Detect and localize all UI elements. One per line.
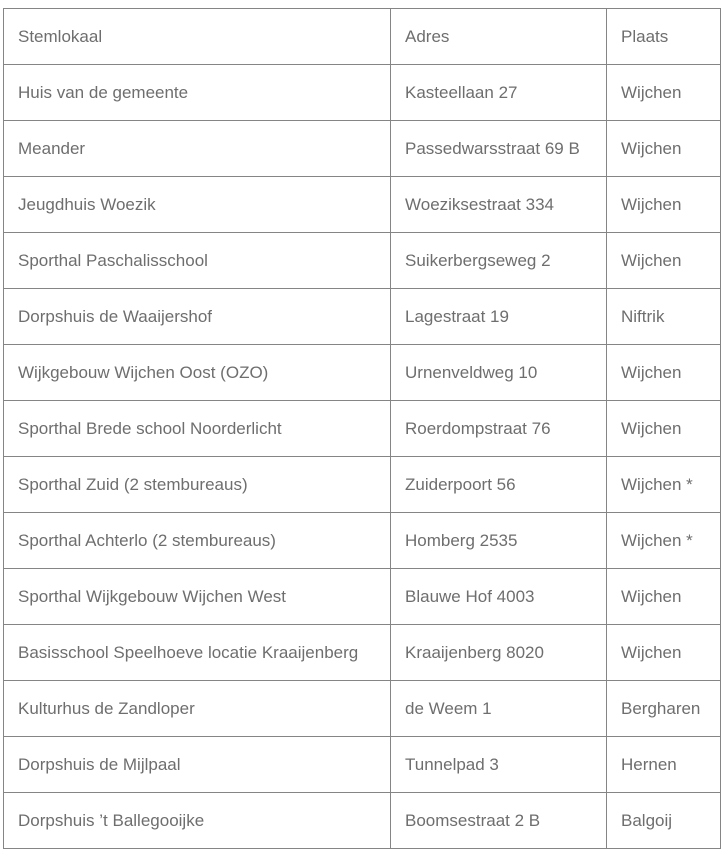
cell-adres: Lagestraat 19 bbox=[391, 289, 607, 345]
cell-stemlokaal: Basisschool Speelhoeve locatie Kraaijenberg bbox=[4, 625, 391, 681]
table-row bbox=[4, 65, 721, 121]
cell-plaats: Niftrik bbox=[607, 289, 721, 345]
table-row bbox=[4, 569, 721, 625]
polling-stations-table-container bbox=[3, 8, 721, 849]
cell-stemlokaal: Dorpshuis de Waaijershof bbox=[4, 289, 391, 345]
cell-adres: Blauwe Hof 4003 bbox=[391, 569, 607, 625]
cell-plaats: Wijchen bbox=[607, 121, 721, 177]
table-row bbox=[4, 121, 721, 177]
cell-stemlokaal: Kulturhus de Zandloper bbox=[4, 681, 391, 737]
cell-plaats: Wijchen bbox=[607, 625, 721, 681]
cell-adres: Urnenveldweg 10 bbox=[391, 345, 607, 401]
column-header-plaats: Plaats bbox=[607, 9, 721, 65]
cell-plaats: Wijchen * bbox=[607, 457, 721, 513]
cell-plaats: Hernen bbox=[607, 737, 721, 793]
cell-plaats: Wijchen bbox=[607, 401, 721, 457]
table-row bbox=[4, 681, 721, 737]
cell-stemlokaal: Sporthal Paschalisschool bbox=[4, 233, 391, 289]
column-header-adres: Adres bbox=[391, 9, 607, 65]
cell-adres: Kraaijenberg 8020 bbox=[391, 625, 607, 681]
cell-stemlokaal: Sporthal Brede school Noorderlicht bbox=[4, 401, 391, 457]
cell-adres: Passedwarsstraat 69 B bbox=[391, 121, 607, 177]
cell-stemlokaal: Meander bbox=[4, 121, 391, 177]
cell-adres: Suikerbergseweg 2 bbox=[391, 233, 607, 289]
cell-adres: de Weem 1 bbox=[391, 681, 607, 737]
table-row bbox=[4, 513, 721, 569]
cell-stemlokaal: Jeugdhuis Woezik bbox=[4, 177, 391, 233]
table-row bbox=[4, 457, 721, 513]
cell-plaats: Balgoij bbox=[607, 793, 721, 849]
table-row bbox=[4, 737, 721, 793]
cell-adres: Roerdompstraat 76 bbox=[391, 401, 607, 457]
cell-adres: Homberg 2535 bbox=[391, 513, 607, 569]
polling-stations-table bbox=[3, 8, 721, 849]
table-row bbox=[4, 233, 721, 289]
cell-stemlokaal: Sporthal Achterlo (2 stembureaus) bbox=[4, 513, 391, 569]
cell-adres: Tunnelpad 3 bbox=[391, 737, 607, 793]
cell-stemlokaal: Wijkgebouw Wijchen Oost (OZO) bbox=[4, 345, 391, 401]
table-row bbox=[4, 289, 721, 345]
cell-plaats: Wijchen * bbox=[607, 513, 721, 569]
cell-adres: Kasteellaan 27 bbox=[391, 65, 607, 121]
table-row bbox=[4, 401, 721, 457]
cell-stemlokaal: Dorpshuis de Mijlpaal bbox=[4, 737, 391, 793]
cell-plaats: Wijchen bbox=[607, 65, 721, 121]
cell-adres: Woeziksestraat 334 bbox=[391, 177, 607, 233]
cell-stemlokaal: Huis van de gemeente bbox=[4, 65, 391, 121]
table-row bbox=[4, 177, 721, 233]
table-row bbox=[4, 625, 721, 681]
table-row bbox=[4, 345, 721, 401]
column-header-stemlokaal: Stemlokaal bbox=[4, 9, 391, 65]
cell-adres: Boomsestraat 2 B bbox=[391, 793, 607, 849]
cell-plaats: Bergharen bbox=[607, 681, 721, 737]
table-row bbox=[4, 793, 721, 849]
cell-plaats: Wijchen bbox=[607, 345, 721, 401]
cell-plaats: Wijchen bbox=[607, 569, 721, 625]
cell-stemlokaal: Sporthal Zuid (2 stembureaus) bbox=[4, 457, 391, 513]
table-header-row bbox=[4, 9, 721, 65]
cell-plaats: Wijchen bbox=[607, 177, 721, 233]
cell-stemlokaal: Sporthal Wijkgebouw Wijchen West bbox=[4, 569, 391, 625]
cell-stemlokaal: Dorpshuis ’t Ballegooijke bbox=[4, 793, 391, 849]
cell-plaats: Wijchen bbox=[607, 233, 721, 289]
cell-adres: Zuiderpoort 56 bbox=[391, 457, 607, 513]
